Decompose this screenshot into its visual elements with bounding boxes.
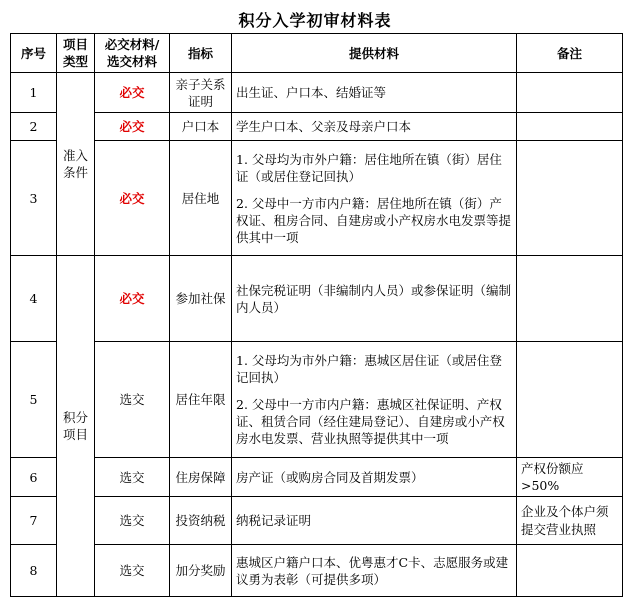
indicator-cell: 住房保障 [170,458,232,497]
table-row [11,342,623,458]
indicator-cell: 参加社保 [170,256,232,342]
header-type: 项目类型 [57,34,95,73]
req-cell: 选交 [95,545,170,597]
table-row [11,497,623,545]
indicator-cell: 投资纳税 [170,497,232,545]
indicator-cell: 户口本 [170,113,232,141]
remarks-cell: 产权份额应>50% [517,458,623,497]
remarks-cell [517,256,623,342]
req-cell: 选交 [95,342,170,458]
req-cell: 选交 [95,458,170,497]
header-materials: 提供材料 [232,34,517,73]
remarks-cell [517,545,623,597]
group-admission: 准入条件 [57,73,95,256]
group-points: 积分项目 [57,256,95,597]
materials-cell: 社保完税证明（非编制内人员）或参保证明（编制内人员） [232,256,517,342]
materials-item: 1. 父母均为市外户籍：居住地所在镇（街）居住证（或居住登记回执） [236,151,502,184]
req-cell: 必交 [95,256,170,342]
seq-cell: 2 [11,113,57,141]
table-row [11,256,623,342]
indicator-cell: 加分奖励 [170,545,232,597]
header-required: 必交材料/选交材料 [95,34,170,73]
remarks-cell [517,113,623,141]
remarks-cell: 企业及个体户须提交营业执照 [517,497,623,545]
materials-item: 2. 父母中一方市内户籍：惠城区社保证明、产权证、租赁合同（经住建局登记）、自建房或小产权房水电发票、营业执照等提供其中一项 [236,397,505,446]
materials-table [10,33,623,597]
header-indicator: 指标 [170,34,232,73]
remarks-cell [517,342,623,458]
table-row [11,73,623,113]
document-title: 积分入学初审材料表 [238,11,392,30]
req-cell: 选交 [95,497,170,545]
req-cell: 必交 [95,141,170,256]
seq-cell: 4 [11,256,57,342]
seq-cell: 1 [11,73,57,113]
table-row [11,545,623,597]
indicator-cell: 居住地 [170,141,232,256]
header-remarks: 备注 [517,34,623,73]
materials-cell: 学生户口本、父亲及母亲户口本 [232,113,517,141]
materials-cell: 惠城区户籍户口本、优粤惠才C卡、志愿服务或建议勇为表彰（可提供多项） [232,545,517,597]
header-seq: 序号 [11,34,57,73]
req-cell: 必交 [95,73,170,113]
indicator-cell: 居住年限 [170,342,232,458]
header-row [11,34,623,73]
indicator-cell: 亲子关系证明 [170,73,232,113]
table-row [11,458,623,497]
seq-cell: 7 [11,497,57,545]
materials-cell [232,141,517,256]
materials-cell [232,342,517,458]
table-row [11,141,623,256]
seq-cell: 3 [11,141,57,256]
materials-cell: 房产证（或购房合同及首期发票） [232,458,517,497]
seq-cell: 5 [11,342,57,458]
materials-item: 1. 父母均为市外户籍：惠城区居住证（或居住登记回执） [236,353,502,385]
remarks-cell [517,73,623,113]
req-cell: 必交 [95,113,170,141]
table-row [11,113,623,141]
materials-cell: 纳税记录证明 [232,497,517,545]
seq-cell: 8 [11,545,57,597]
remarks-cell [517,141,623,256]
materials-item: 2. 父母中一方市内户籍：居住地所在镇（街）产权证、租房合同、自建房或小产权房水电发票等提供其中一项 [236,195,512,245]
seq-cell: 6 [11,458,57,497]
materials-cell: 出生证、户口本、结婚证等 [232,73,517,113]
